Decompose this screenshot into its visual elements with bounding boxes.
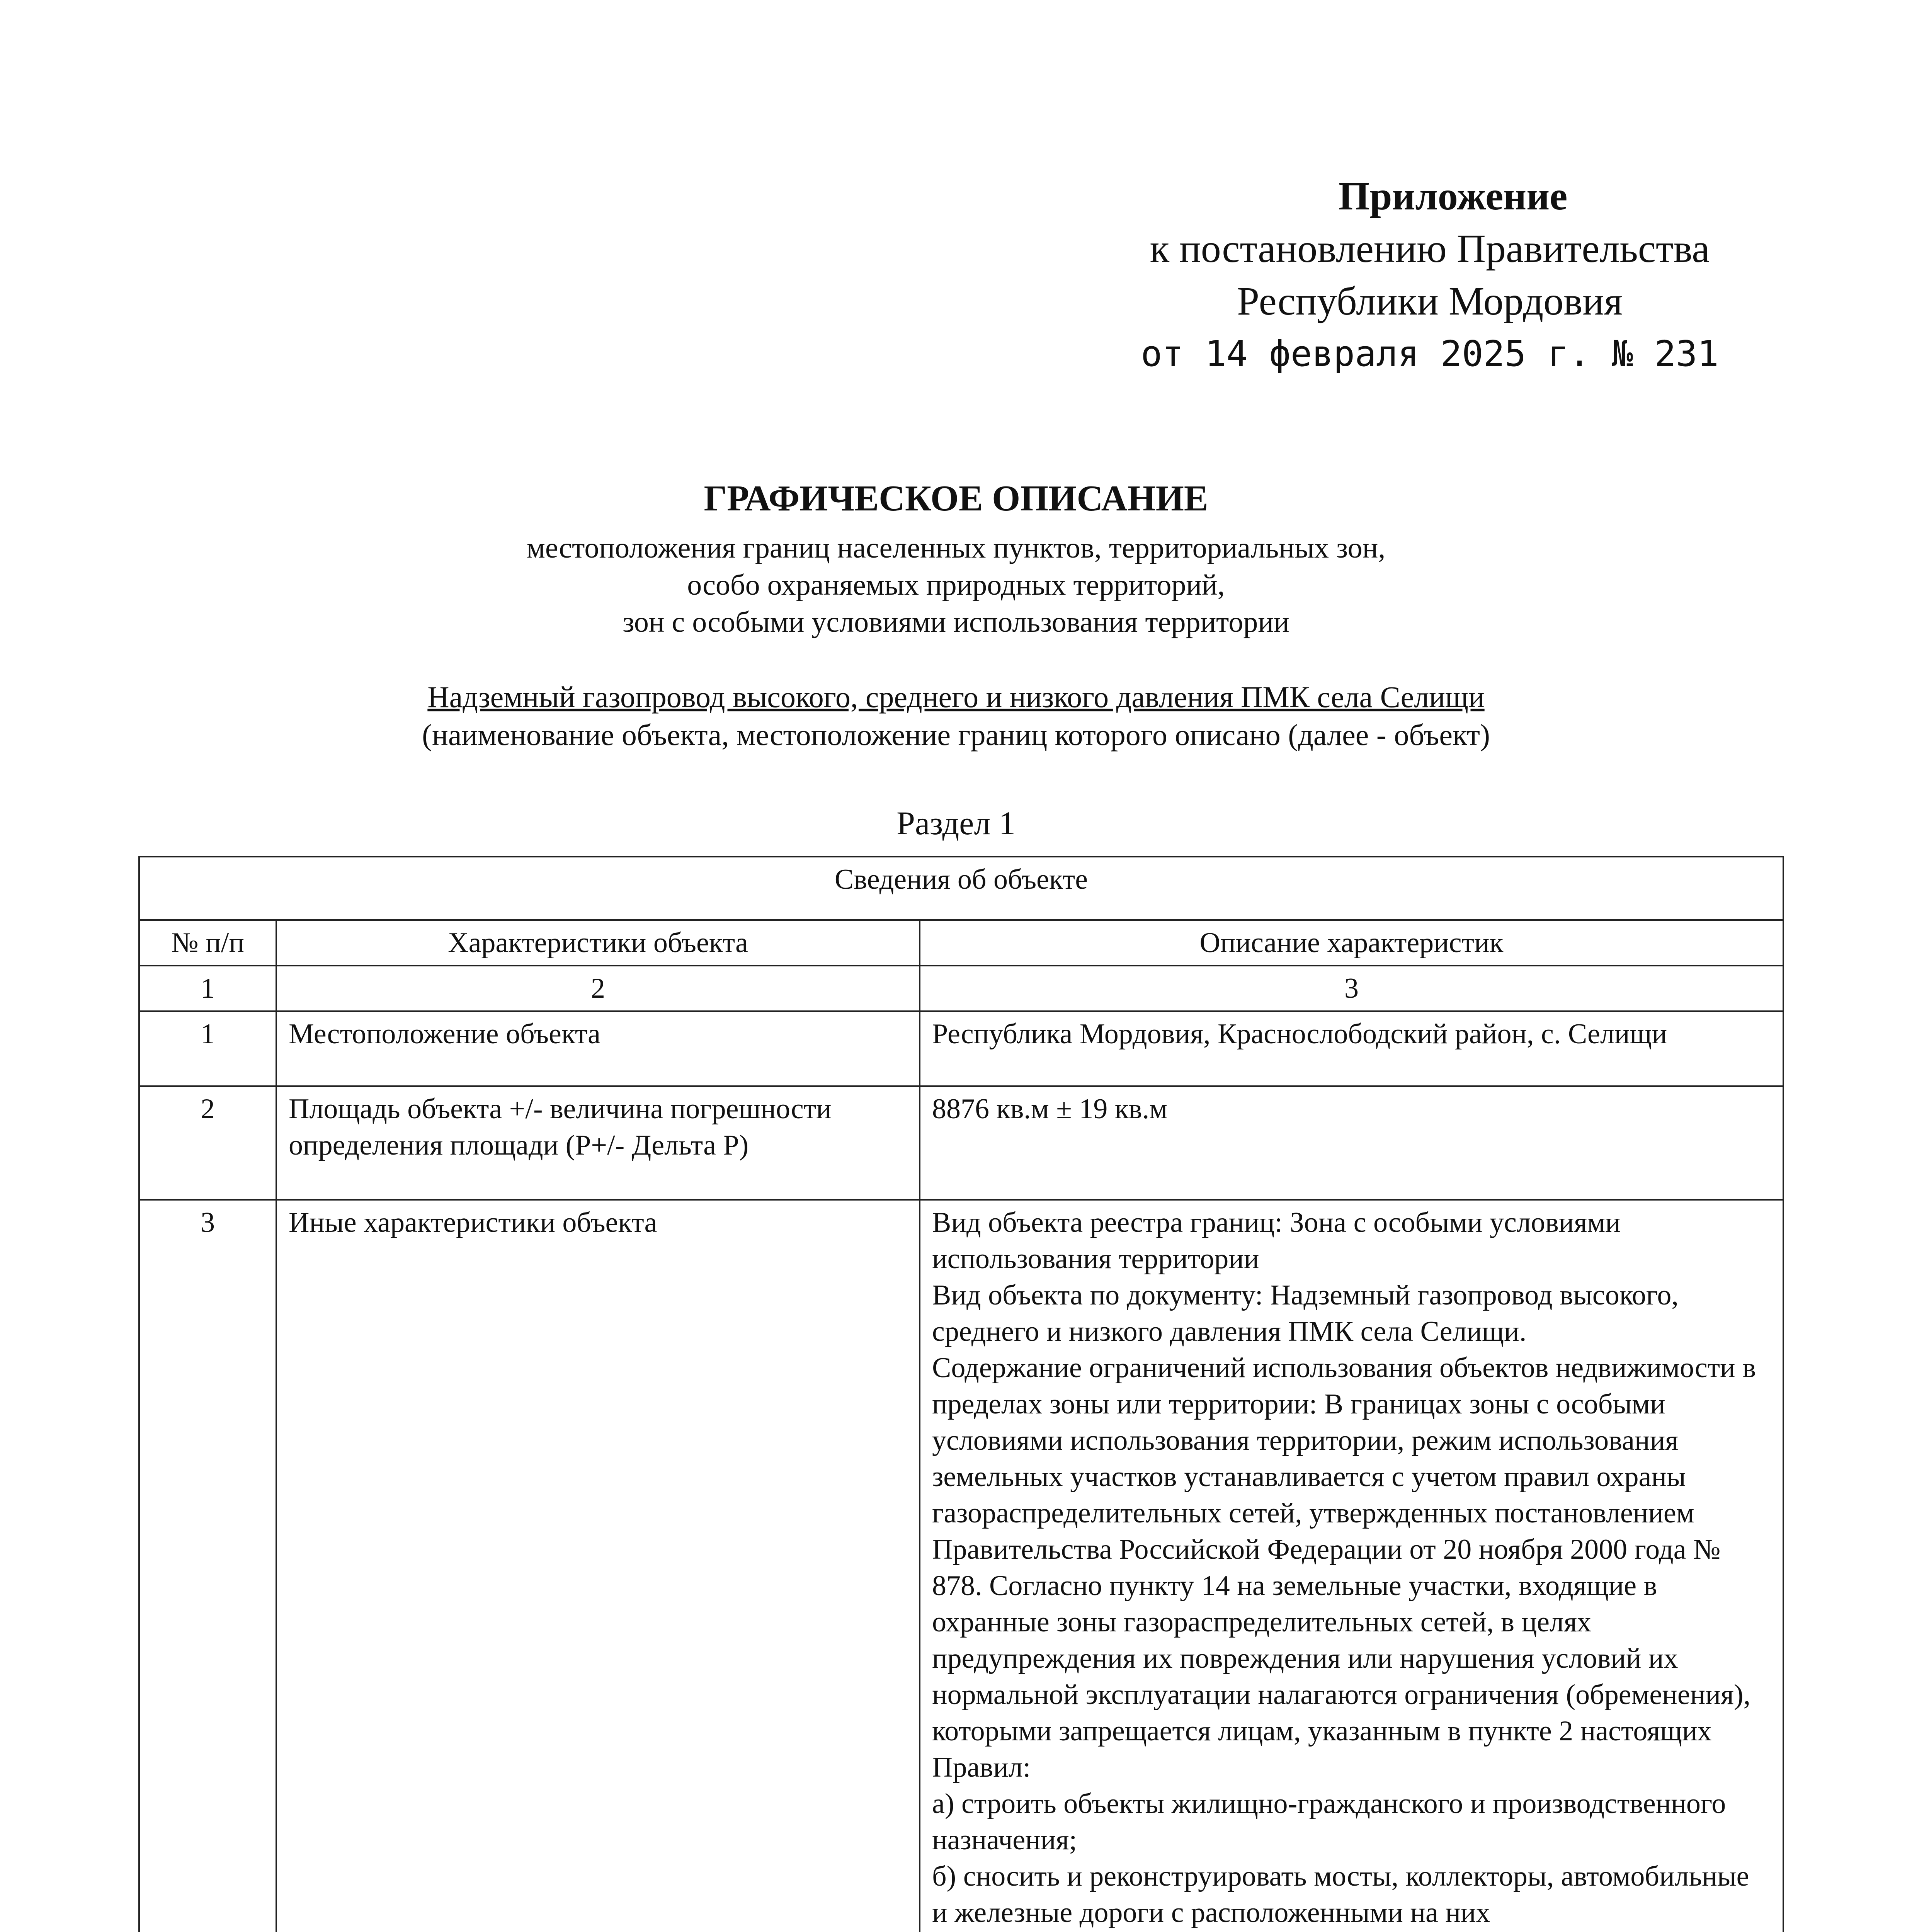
row-characteristic: Иные характеристики объекта bbox=[276, 1200, 920, 1932]
table-caption: Сведения об объекте bbox=[139, 857, 1783, 920]
table-header-row bbox=[139, 920, 1783, 966]
appendix-date: от 14 февраля 2025 г. № 231 bbox=[1141, 333, 1719, 374]
object-block bbox=[0, 678, 1912, 754]
subtitle-line-1: местоположения границ населенных пунктов, территориальных зон, bbox=[526, 532, 1386, 564]
document-subtitle bbox=[0, 529, 1912, 641]
restriction-item-a: а) строить объекты жилищно-гражданского и производственного назначения; bbox=[932, 1788, 1726, 1856]
column-number-1: 1 bbox=[139, 966, 276, 1011]
column-header-characteristic: Характеристики объекта bbox=[276, 920, 920, 966]
column-number-2: 2 bbox=[276, 966, 920, 1011]
row-description: Республика Мордовия, Краснослободский район, с. Селищи bbox=[920, 1011, 1783, 1086]
object-name: Надземный газопровод высокого, среднего и низкого давления ПМК села Селищи bbox=[427, 680, 1485, 714]
row-number: 2 bbox=[139, 1086, 276, 1200]
table-row bbox=[139, 1011, 1783, 1086]
row-description bbox=[920, 1200, 1783, 1932]
subtitle-line-2: особо охраняемых природных территорий, bbox=[687, 569, 1225, 601]
section-title: Раздел 1 bbox=[896, 804, 1016, 842]
column-number-row bbox=[139, 966, 1783, 1011]
description-paragraph: Содержание ограничений использования объектов недвижимости в пределах зоны или территории: В границах зоны с особыми условиями использования территории, режим использования земельных участков устанавливается с учетом правил охраны газораспределительных сетей, утвержденных постановлением Правительства Российской Федерации от 20 ноября 2000 года № 878. Согласно пункту 14 на земельные участки, входящие в охранные зоны газораспределительных сетей, в целях предупреждения их повреждения или нарушения условий их нормальной эксплуатации налагаются ограничения (обременения), которыми запрещается лицам, указанным в пункте 2 настоящих Правил: bbox=[932, 1352, 1756, 1783]
appendix-title: Приложение bbox=[1338, 174, 1568, 218]
document-title: ГРАФИЧЕСКОЕ ОПИСАНИЕ bbox=[704, 478, 1208, 519]
row-characteristic: Площадь объекта +/- величина погрешности определения площади (Р+/- Дельта Р) bbox=[276, 1086, 920, 1200]
table-caption-row bbox=[139, 857, 1783, 920]
description-paragraph: Вид объекта по документу: Надземный газопровод высокого, среднего и низкого давления ПМК села Селищи. bbox=[932, 1279, 1679, 1347]
object-note: (наименование объекта, местоположение границ которого описано (далее - объект) bbox=[422, 718, 1490, 752]
column-header-description: Описание характеристик bbox=[920, 920, 1783, 966]
row-number: 1 bbox=[139, 1011, 276, 1086]
restriction-item-b: б) сносить и реконструировать мосты, коллекторы, автомобильные и железные дороги с расположенными на них bbox=[932, 1861, 1749, 1929]
table-row bbox=[139, 1200, 1783, 1932]
row-characteristic: Местоположение объекта bbox=[276, 1011, 920, 1086]
appendix-line-2: Республики Мордовия bbox=[1237, 279, 1623, 323]
appendix-block bbox=[1063, 170, 1797, 380]
object-info-table bbox=[138, 856, 1784, 1932]
row-description: 8876 кв.м ± 19 кв.м bbox=[920, 1086, 1783, 1200]
table-row bbox=[139, 1086, 1783, 1200]
row-number: 3 bbox=[139, 1200, 276, 1932]
appendix-line-1: к постановлению Правительства bbox=[1150, 226, 1710, 271]
column-header-num: № п/п bbox=[139, 920, 276, 966]
column-number-3: 3 bbox=[920, 966, 1783, 1011]
subtitle-line-3: зон с особыми условиями использования территории bbox=[623, 606, 1289, 638]
description-paragraph: Вид объекта реестра границ: Зона с особыми условиями использования территории bbox=[932, 1207, 1621, 1275]
